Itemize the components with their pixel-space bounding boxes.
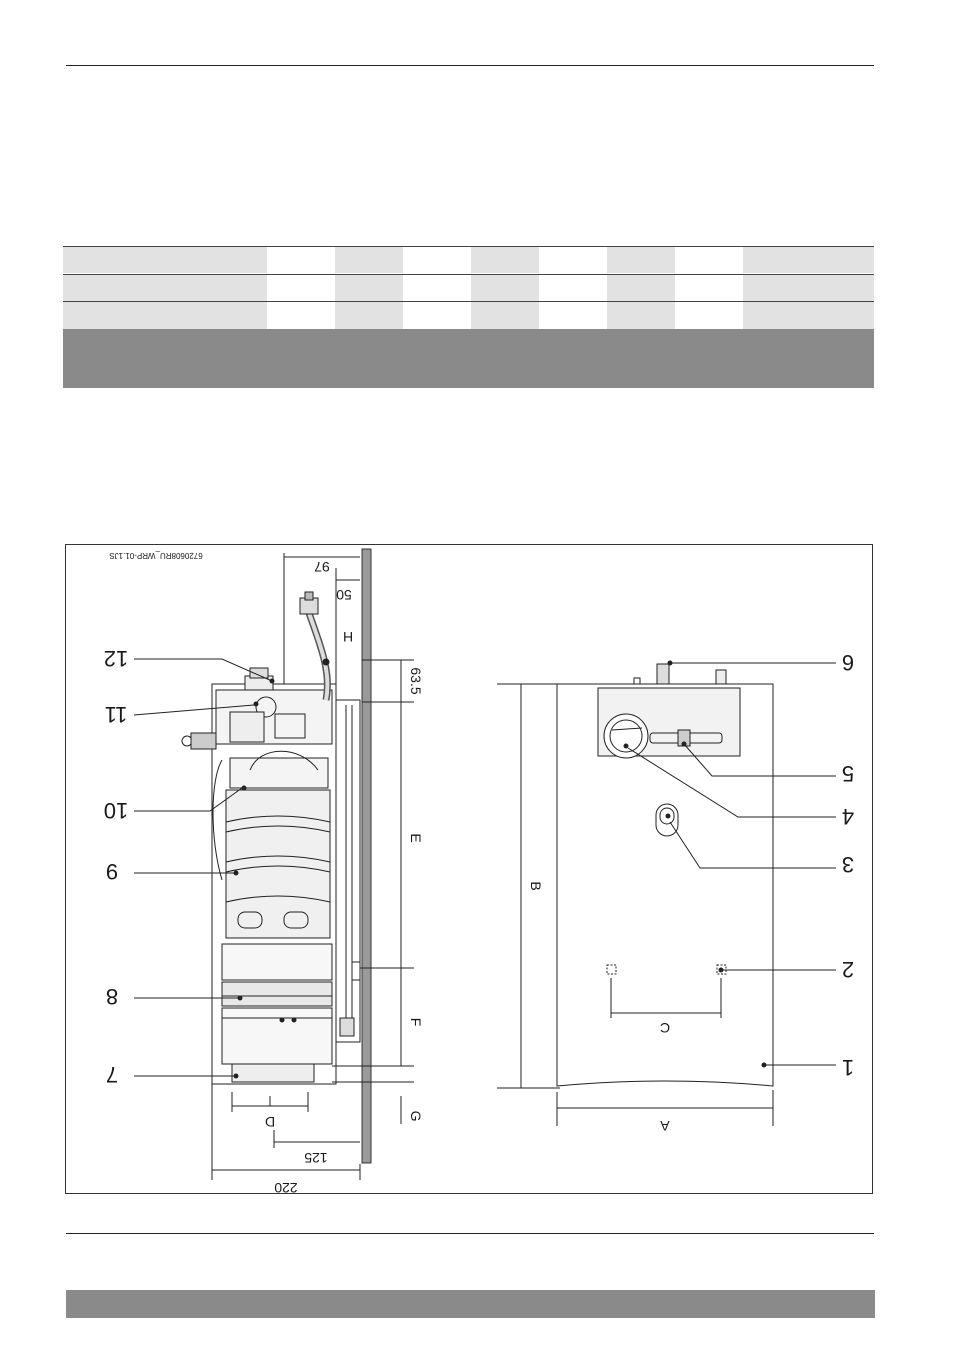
wall — [362, 549, 371, 1163]
callout-4: 4 — [841, 804, 855, 829]
footer-band — [66, 1290, 875, 1318]
footer-rule — [66, 1233, 874, 1234]
dim-f: F — [408, 1017, 424, 1027]
dim-63-5: 63.5 — [408, 667, 424, 695]
callout-9: 9 — [105, 859, 119, 884]
side-view — [182, 549, 414, 1163]
drawing-code: 6720608RU_WRP-01.1JS — [109, 551, 203, 560]
dim-h: H — [342, 629, 354, 645]
dim-220: 220 — [274, 1180, 298, 1196]
callout-10: 10 — [103, 798, 129, 823]
dim-50: 50 — [336, 587, 352, 603]
dim-125: 125 — [304, 1150, 328, 1166]
callout-12: 12 — [103, 646, 129, 671]
callout-7: 7 — [105, 1062, 119, 1087]
callout-11: 11 — [104, 702, 128, 727]
dim-b: B — [528, 881, 544, 891]
dim-a: A — [660, 1118, 670, 1134]
callout-8: 8 — [105, 984, 119, 1009]
callout-1: 1 — [841, 1055, 855, 1080]
dim-97: 97 — [314, 559, 330, 575]
dim-g: G — [408, 1110, 424, 1122]
callout-2: 2 — [841, 957, 855, 982]
callout-3: 3 — [841, 852, 855, 877]
dim-c: C — [659, 1020, 671, 1036]
callout-6: 6 — [841, 650, 855, 675]
dim-e: E — [408, 833, 424, 843]
callout-5: 5 — [841, 761, 855, 786]
dim-d: D — [264, 1114, 276, 1130]
mounting-plate — [336, 700, 360, 1042]
